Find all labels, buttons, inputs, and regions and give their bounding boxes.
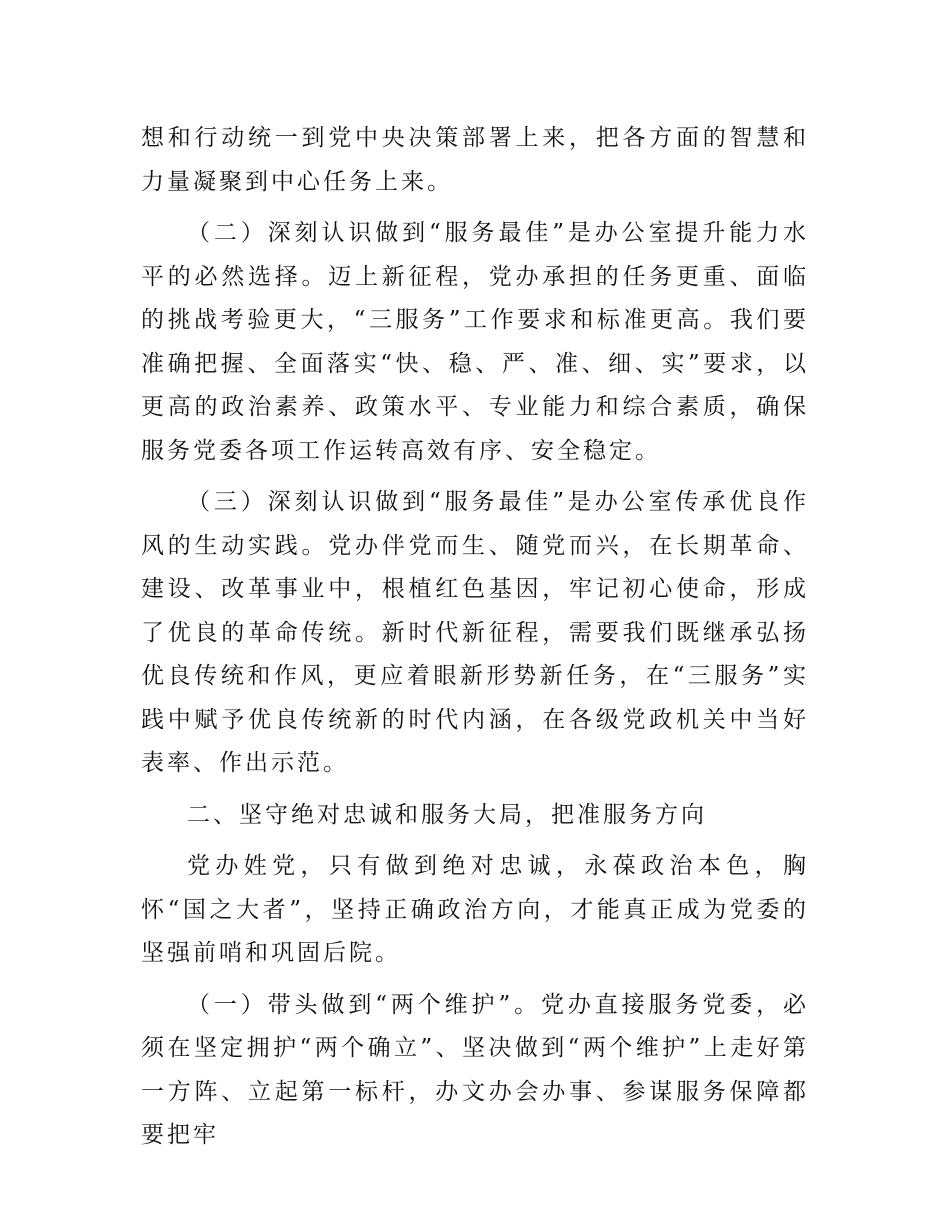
document-body xyxy=(141,117,809,1166)
paragraph-section-1-3: （三）深刻认识做到“服务最佳”是办公室传承优良作风的生动实践。党办伴党而生、随党而兴，在长期革命、建设、改革事业中，根植红色基因，牢记初心使命，形成了优良的革命传统。新时代新征程，需要我们既继承弘扬优良传统和作风，更应着眼新形势新任务，在“三服务”实践中赋予优良传统新的时代内涵，在各级党政机关中当好表率、作出示范。 xyxy=(141,489,809,776)
paragraph-section-1-2: （二）深刻认识做到“服务最佳”是办公室提升能力水平的必然选择。迈上新征程，党办承担的任务更重、面临的挑战考验更大，“三服务”工作要求和标准更高。我们要准确把握、全面落实“快、稳、严、准、细、实”要求，以更高的政治素养、政策水平、专业能力和综合素质，确保服务党委各项工作运转高效有序、安全稳定。 xyxy=(141,220,809,464)
paragraph-section-2-intro: 党办姓党，只有做到绝对忠诚，永葆政治本色，胸怀“国之大者”，坚持正确政治方向，才能真正成为党委的坚强前哨和巩固后院。 xyxy=(141,853,809,966)
paragraph-continuation: 想和行动统一到党中央决策部署上来，把各方面的智慧和力量凝聚到中心任务上来。 xyxy=(141,125,809,195)
paragraph-section-2-1: （一）带头做到“两个维护”。党办直接服务党委，必须在坚定拥护“两个确立”、坚决做到“两个维护”上走好第一方阵、立起第一标杆，办文办会办事、参谋服务保障都要把牢 xyxy=(141,991,809,1148)
section-heading-2: 二、坚守绝对忠诚和服务大局，把准服务方向 xyxy=(187,801,707,828)
